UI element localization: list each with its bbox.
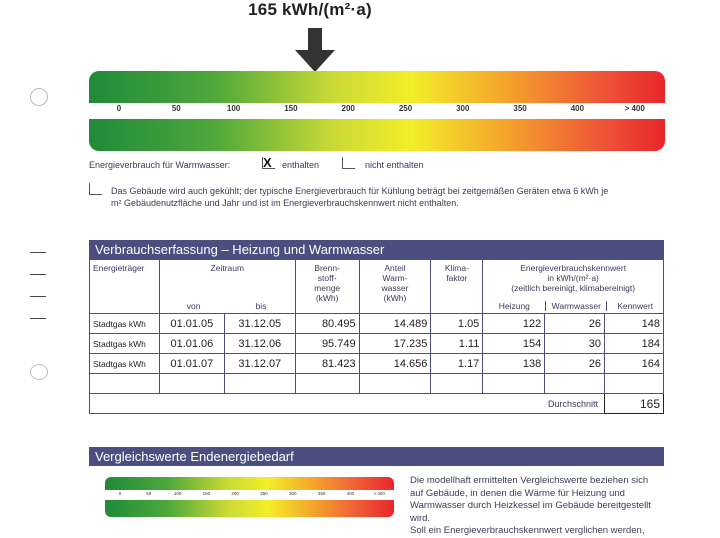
header-period-label: Zeitraum: [210, 263, 245, 273]
comparison-tick-label: 100: [173, 491, 182, 496]
warmwater-not-included-checkbox[interactable]: [342, 157, 355, 169]
scale-tick-label: > 400: [624, 104, 645, 113]
warmwater-included-label: enthalten: [282, 160, 320, 170]
comparison-tick-label: 300: [289, 491, 297, 496]
table-average-row: [90, 394, 664, 414]
header-warmwater-share: [359, 260, 431, 314]
comparison-tick-label: > 400: [373, 491, 385, 496]
header-fuel: [295, 260, 359, 314]
header-fuel-1: Brenn-: [314, 263, 340, 273]
scale-tick-label: 350: [513, 104, 527, 113]
header-value: Kennwert: [617, 301, 654, 311]
header-ww-3: wasser: [381, 283, 409, 293]
comparison-text-5: Soll ein Energieverbrauchskennwert verglichen werden,: [410, 525, 645, 536]
average-label: Durchschnitt: [90, 394, 605, 414]
warmwater-not-included-label: nicht enthalten: [365, 160, 424, 170]
comparison-tick-label: 150: [202, 491, 211, 496]
comparison-text-1: Die modellhaft ermittelten Vergleichswerte beziehen sich: [410, 475, 649, 486]
cell-fuel: 81.423: [295, 354, 359, 374]
header-period: [159, 260, 295, 314]
scale-tick-label: 100: [226, 104, 241, 113]
cooling-checkbox[interactable]: [89, 183, 102, 195]
consumption-section-header: Verbrauchserfassung – Heizung und Warmwasser: [89, 240, 664, 259]
cell-value: 148: [605, 314, 664, 334]
average-value: 165: [605, 394, 664, 414]
consumption-value-label: 165 kWh/(m²·a): [248, 0, 372, 19]
header-fuel-4: (kWh): [315, 293, 339, 303]
header-kv-1: Energieverbrauchskennwert: [520, 263, 627, 273]
scale-tick-label: 400: [570, 104, 585, 113]
header-kv-3: (zeitlich bereinigt, klimabereinigt): [511, 283, 636, 293]
comparison-tick-label: 400: [346, 491, 355, 496]
margin-mark: [30, 318, 46, 319]
checkbox-x-mark: X: [263, 155, 272, 170]
comparison-text-2: auf Gebäude, in denen die Wärme für Heizung und: [410, 487, 625, 499]
cell-carrier: Stadtgas kWh: [90, 334, 160, 354]
cell-value: 184: [605, 334, 664, 354]
header-heating: Heizung: [498, 301, 530, 311]
cell-warmwater-share: 17.235: [359, 334, 431, 354]
scale-tick-label: 300: [456, 104, 470, 113]
header-from: von: [186, 301, 201, 311]
scale-tick-label: 200: [341, 104, 355, 113]
header-ww-2: Warm-: [382, 273, 408, 283]
cell-warmwater: 30: [545, 334, 605, 354]
scale-tick-label: 150: [284, 104, 298, 113]
header-to: bis: [255, 301, 267, 311]
cell-to: 31.12.06: [224, 334, 295, 354]
header-climate-2: faktor: [446, 273, 468, 283]
table-row-empty: [90, 374, 664, 394]
header-consumption-value: [483, 260, 664, 314]
cell-warmwater-share: 14.656: [359, 354, 431, 374]
punch-hole-mark: [30, 88, 48, 106]
warmwater-label: Energieverbrauch für Warmwasser:: [89, 160, 231, 170]
cell-climate-factor: 1.11: [431, 334, 483, 354]
table-row: [90, 314, 664, 334]
cell-warmwater: 26: [545, 354, 605, 374]
cooling-note: [111, 185, 671, 209]
comparison-tick-label: 250: [260, 491, 268, 496]
cell-from: 01.01.05: [159, 314, 224, 334]
header-fuel-3: menge: [314, 283, 341, 293]
comparison-tick-label: 200: [231, 491, 239, 496]
header-climate-factor: [431, 260, 483, 314]
comparison-tick-label: 350: [317, 491, 326, 496]
header-fuel-2: stoff-: [317, 273, 337, 283]
scale-tick-label: 250: [398, 104, 413, 113]
comparison-tick-label: 50: [146, 491, 152, 496]
cooling-note-line-2: m² Gebäudenutzfläche und Jahr und ist im Energieverbrauchskennwert nicht enthalten.: [111, 198, 459, 208]
comparison-text-4: wird.: [410, 512, 431, 524]
cooling-note-line-1: Das Gebäude wird auch gekühlt; der typische Energieverbrauch für Kühlung beträgt bei zeitgemäßen Geräten etwa 6 kWh je: [111, 186, 609, 196]
cell-heating: 154: [483, 334, 545, 354]
cell-heating: 122: [483, 314, 545, 334]
scale-tick-label: 0: [116, 104, 122, 113]
scale-tick-label: 50: [171, 104, 181, 113]
arrow-down-icon: [295, 28, 335, 72]
cell-fuel: 80.495: [295, 314, 359, 334]
cell-heating: 138: [483, 354, 545, 374]
margin-mark: [30, 274, 46, 275]
cell-value: 164: [605, 354, 664, 374]
cell-climate-factor: 1.05: [431, 314, 483, 334]
header-period-subrow: [160, 301, 295, 311]
cell-climate-factor: 1.17: [431, 354, 483, 374]
cell-from: 01.01.07: [159, 354, 224, 374]
consumption-table: [89, 259, 664, 414]
comparison-section-header: Vergleichswerte Endenergiebedarf: [89, 447, 664, 466]
header-climate-1: Klima-: [444, 263, 469, 273]
cell-carrier: Stadtgas kWh: [90, 354, 160, 374]
margin-mark: [30, 252, 46, 253]
comparison-tick-label: 0: [118, 491, 122, 496]
cell-carrier: Stadtgas kWh: [90, 314, 160, 334]
cell-from: 01.01.06: [159, 334, 224, 354]
cell-warmwater-share: 14.489: [359, 314, 431, 334]
header-kv-2: in kWh/(m²·a): [547, 273, 599, 283]
punch-hole-mark: [30, 364, 48, 380]
header-ww-4: (kWh): [383, 293, 407, 303]
header-warmwater: Warmwasser: [545, 301, 607, 311]
cell-fuel: 95.749: [295, 334, 359, 354]
comparison-text-3: Warmwasser durch Heizkessel im Gebäude bereitgestellt: [410, 500, 651, 511]
header-ww-1: Anteil: [384, 263, 406, 273]
cell-to: 31.12.07: [224, 354, 295, 374]
header-carrier: Energieträger: [90, 260, 160, 314]
table-row: [90, 334, 664, 354]
header-kv-subrow: [483, 301, 663, 311]
cell-warmwater: 26: [545, 314, 605, 334]
table-header-row: [90, 260, 664, 314]
comparison-description: [410, 475, 668, 538]
margin-mark: [30, 296, 46, 297]
table-row: [90, 354, 664, 374]
cell-to: 31.12.05: [224, 314, 295, 334]
